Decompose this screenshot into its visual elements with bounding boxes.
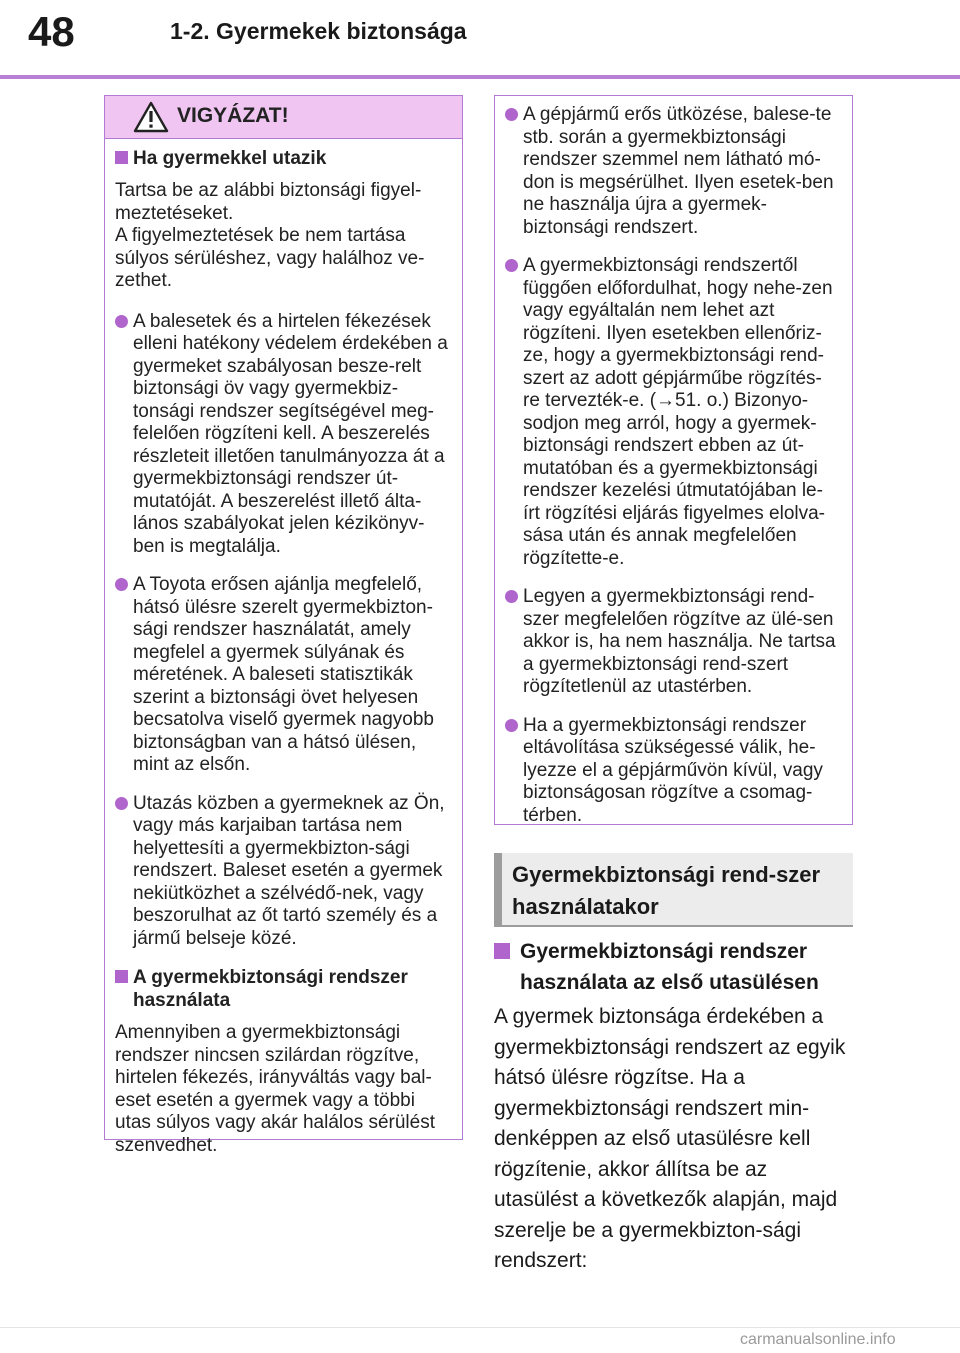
warning-bullet-5-text: A gyermekbiztonsági rendszertől függően előfordulhat, hogy nehe-zen vagy egyáltalán nem lehet azt rögzíteni. Ilyen esetekben ellenőriz-ze, hogy a gyermekbiztonsági rend-szert az adott gépjárműbe rögzítés-re tervezték-e. (→51. o.) Bizonyo-sodjon meg arról, hogy a gyermek-biztonsági rendszert ebben az út-mutatóban és a gyermekbiztonsági rendszer kezelési útmutatójában le-írt rögzítési eljárás figyelmes elolva-sása után és annak megfelelően rögzítette-e.	[523, 255, 833, 569]
warning-subheading-travel	[115, 147, 448, 170]
dot-bullet-icon	[505, 259, 518, 272]
warning-bullet-6-text: Legyen a gyermekbiztonsági rend-szer megfelelően rögzítve az ülé-sen akkor is, ha nem használja. Ne tartsa a gyermekbiztonsági rend-szert rögzítetlenül az utastérben.	[523, 586, 836, 697]
square-bullet-icon	[115, 970, 128, 983]
square-bullet-icon	[115, 151, 128, 164]
main-paragraph: A gyermek biztonsága érdekében a gyermekbiztonsági rendszert az egyik hátsó ülésre rögzítse. Ha a gyermekbiztonsági rendszert min-denképpen az első utasülésre kell rögzítenie, akkor állítsa be az utasülést a következők alapján, majd szerelje be a gyermekbizton-sági rendszert:	[494, 1005, 846, 1272]
watermark-text: carmanualsonline.info	[740, 1331, 896, 1348]
warning-box-continued	[494, 95, 853, 825]
warning-title: VIGYÁZAT!	[177, 104, 289, 127]
header-divider	[0, 75, 960, 79]
warning-bullet-6	[505, 586, 838, 699]
dot-bullet-icon	[115, 315, 128, 328]
dot-bullet-icon	[115, 797, 128, 810]
warning-bullet-1	[115, 311, 448, 559]
page-number: 48	[28, 8, 75, 55]
warning-bullet-3	[115, 793, 448, 951]
warning-subheading-usage-text: A gyermekbiztonsági rendszer használata	[133, 967, 408, 1011]
warning-bullet-4	[505, 104, 838, 239]
warning-header	[105, 96, 462, 139]
warning-bullet-3-text: Utazás közben a gyermeknek az Ön, vagy más karjaiban tartása nem helyettesíti a gyermekbizton-sági rendszert. Baleset esetén a gyermek nekiütközhet a szélvédő-nek, vagy beszorulhat az őt tartó személy és a jármű belseje közé.	[133, 792, 445, 949]
warning-bullet-7-text: Ha a gyermekbiztonsági rendszer eltávolítása szükségessé válik, he-lyezze el a gépjárművön kívül, vagy biztonságosan rögzítve a csomag-térben.	[523, 714, 823, 826]
section-title: 1-2. Gyermekek biztonsága	[170, 18, 467, 44]
warning-bullet-1-text: A balesetek és a hirtelen fékezések elleni hatékony védelem érdekében a gyermeket szabályosan besze-relt biztonsági öv vagy gyermekbiz-tonsági rendszer segítségével meg-felelően rögzíteni kell. A beszerelés részleteit illetően tanulmányozza át a gyermekbiztonsági rendszer út-mutatóját. A beszerelést illető álta-lános szabályokat jelen kézikönyv-ben is megtalálja.	[133, 310, 448, 557]
warning-subheading-usage	[115, 966, 448, 1012]
warning-subheading-travel-text: Ha gyermekkel utazik	[133, 148, 327, 169]
dot-bullet-icon	[505, 590, 518, 603]
topic-title: Gyermekbiztonsági rend-szer használatakor	[512, 862, 821, 919]
warning-bullet-2-text: A Toyota erősen ajánlja megfelelő, hátsó ülésre szerelt gyermekbizton-sági rendszer használatát, amely megfelel a gyermek súlyának és méretének. A baleseti statisztikák szerint a biztonsági övet helyesen becsatolva viselő gyermek nagyobb biztonságban van a hátsó ülésen, mint az elsőn.	[133, 574, 435, 775]
warning-bullet-5	[505, 255, 838, 570]
warning-box	[104, 95, 463, 1156]
topic-heading-box	[494, 853, 853, 927]
warning-bullet-4-text: A gépjármű erős ütközése, balese-te stb. során a gyermekbiztonsági rendszer szemmel nem látható mó-don is megsérülhet. Ilyen esetek-ben ne használja újra a gyermek-biztonsági rendszert.	[523, 104, 834, 238]
dot-bullet-icon	[505, 719, 518, 732]
warning-bullet-7	[505, 715, 838, 828]
watermark-bar	[0, 1327, 960, 1353]
main-subheading-text: Gyermekbiztonsági rendszer használata az első utasülésen	[520, 940, 819, 994]
warning-intro: Tartsa be az alábbi biztonsági figyel-meztetéseket. A figyelmeztetések be nem tartása súlyos sérüléshez, vagy halálhoz ve-zethet.	[115, 180, 425, 291]
warning-bullet-2	[115, 574, 448, 777]
warning-body	[105, 139, 462, 1157]
warning-usage-text: Amennyiben a gyermekbiztonsági rendszer nincsen szilárdan rögzítve, hirtelen fékezés, irányváltás vagy bal-eset esetén a gyermek vagy a többi utas súlyos vagy akár halálos sérülést szenvedhet.	[115, 1022, 435, 1156]
warning-triangle-icon	[133, 101, 169, 133]
dot-bullet-icon	[115, 578, 128, 591]
main-subheading	[494, 936, 854, 998]
dot-bullet-icon	[505, 108, 518, 121]
square-bullet-icon	[494, 943, 510, 959]
